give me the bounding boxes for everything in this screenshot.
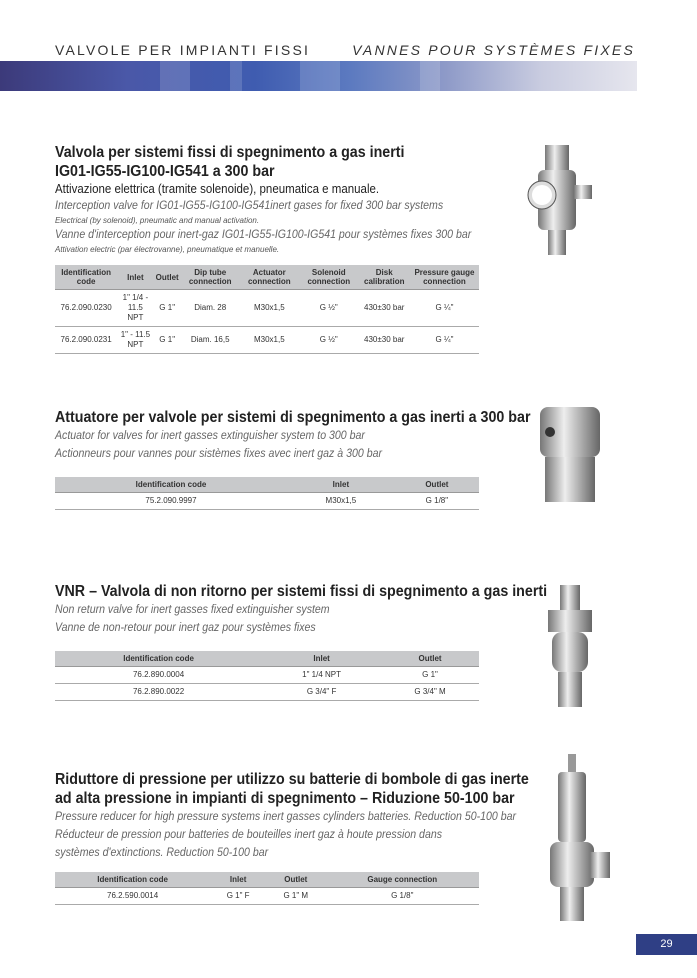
table-cell: G 1" xyxy=(381,667,479,684)
column-header: Identification code xyxy=(55,872,210,888)
section-title: IG01-IG55-IG100-IG541 a 300 bar xyxy=(55,163,275,180)
header-right: VANNES POUR SYSTÈMES FIXES xyxy=(352,42,635,58)
english-note: Electrical (by solenoid), pneumatic and manual activation. xyxy=(55,216,260,225)
page-number: 29 xyxy=(636,934,697,955)
table-cell: G 3/4" M xyxy=(381,684,479,701)
section-interception-valve xyxy=(55,143,479,354)
table-cell: G 3/4" F xyxy=(262,684,381,701)
column-header: Inlet xyxy=(287,477,395,493)
column-header: Identification code xyxy=(55,477,287,493)
table-cell: 76.2.090.0231 xyxy=(55,327,117,354)
column-header: Gauge connection xyxy=(326,872,479,888)
french-description: Vanne de non-retour pour inert gaz pour systèmes fixes xyxy=(55,622,316,634)
table-cell: 76.2.890.0004 xyxy=(55,667,262,684)
section-subtitle: Attivazione elettrica (tramite solenoide), pneumatica e manuale. xyxy=(55,182,380,196)
table-cell: G 1/8" xyxy=(326,888,479,905)
table-cell: Diam. 28 xyxy=(181,290,240,327)
table-cell: G ½" xyxy=(299,327,359,354)
section-actuator xyxy=(55,408,531,510)
table-cell: G ½" xyxy=(299,290,359,327)
french-description: Vanne d'interception pour inert-gaz IG01-IG55-IG100-IG541 pour systèmes fixes 300 bar xyxy=(55,229,472,241)
table-cell: 1" - 11.5 NPT xyxy=(117,327,153,354)
table-header xyxy=(55,265,479,290)
column-header: Actuator connection xyxy=(240,265,299,290)
column-header: Solenoid connection xyxy=(299,265,359,290)
table-row xyxy=(55,684,479,701)
header-left: VALVOLE PER IMPIANTI FISSI xyxy=(55,42,311,58)
column-header: Inlet xyxy=(117,265,153,290)
table-cell: 1" 1/4 NPT xyxy=(262,667,381,684)
table-row xyxy=(55,493,479,510)
column-header: Identification code xyxy=(55,651,262,667)
table-row xyxy=(55,327,479,354)
spec-table xyxy=(55,477,479,510)
column-header: Inlet xyxy=(262,651,381,667)
table-cell: 76.2.890.0022 xyxy=(55,684,262,701)
column-header: Outlet xyxy=(381,651,479,667)
table-cell: G 1" F xyxy=(210,888,266,905)
column-header: Outlet xyxy=(395,477,479,493)
table-row xyxy=(55,888,479,905)
column-header: Outlet xyxy=(154,265,181,290)
column-header: Pressure gauge connection xyxy=(410,265,479,290)
table-cell: M30x1,5 xyxy=(240,290,299,327)
table-row xyxy=(55,290,479,327)
table-cell: 76.2.590.0014 xyxy=(55,888,210,905)
section-title: Valvola per sistemi fissi di spegnimento a gas inerti xyxy=(55,144,405,161)
table-cell: 430±30 bar xyxy=(359,327,410,354)
table-header xyxy=(55,477,479,493)
section-title: VNR – Valvola di non ritorno per sistemi fissi di spegnimento a gas inerti xyxy=(55,583,548,600)
table-cell: G 1" xyxy=(154,327,181,354)
table-cell: M30x1,5 xyxy=(287,493,395,510)
column-header: Identification code xyxy=(55,265,117,290)
table-cell: G ¼" xyxy=(410,327,479,354)
table-cell: 76.2.090.0230 xyxy=(55,290,117,327)
interception-valve-image xyxy=(510,140,600,260)
table-cell: G 1" xyxy=(154,290,181,327)
header-band xyxy=(0,61,637,91)
section-non-return-valve xyxy=(55,582,548,701)
table-cell: Diam. 16,5 xyxy=(181,327,240,354)
column-header: Outlet xyxy=(266,872,326,888)
french-description: Réducteur de pression pour batteries de bouteilles inert gaz à houte pression dans systèmes d'extinctions. Reduction 50-100 bar xyxy=(55,829,443,859)
table-cell: 75.2.090.9997 xyxy=(55,493,287,510)
actuator-image xyxy=(535,402,605,507)
table-header xyxy=(55,872,479,888)
table-cell: M30x1,5 xyxy=(240,327,299,354)
spec-table xyxy=(55,651,479,701)
english-description: Non return valve for inert gasses fixed extinguisher system xyxy=(55,604,330,616)
non-return-valve-image xyxy=(540,580,600,710)
table-cell: G ¼" xyxy=(410,290,479,327)
french-note: Attivation electric (par électrovanne), pneumatique et manuelle. xyxy=(55,245,280,254)
table-cell: G 1" M xyxy=(266,888,326,905)
english-description: Interception valve for IG01-IG55-IG100-IG541inert gases for fixed 300 bar systems xyxy=(55,200,444,212)
table-cell: 1" 1/4 - 11.5 NPT xyxy=(117,290,153,327)
spec-table xyxy=(55,872,479,905)
table-cell: G 1/8" xyxy=(395,493,479,510)
table-cell: 430±30 bar xyxy=(359,290,410,327)
column-header: Inlet xyxy=(210,872,266,888)
french-description: Actionneurs pour vannes pour sistèmes fixes avec inert gaz à 300 bar xyxy=(55,448,382,460)
section-pressure-reducer xyxy=(55,770,529,905)
column-header: Dip tube connection xyxy=(181,265,240,290)
column-header: Disk calibration xyxy=(359,265,410,290)
english-description: Actuator for valves for inert gasses extinguisher system to 300 bar xyxy=(55,430,365,442)
section-title: ad alta pressione in impianti di spegnimento – Riduzione 50-100 bar xyxy=(55,790,515,807)
section-title: Riduttore di pressione per utilizzo su batterie di bombole di gas inerte xyxy=(55,771,529,788)
spec-table xyxy=(55,265,479,354)
section-title: Attuatore per valvole per sistemi di spegnimento a gas inerti a 300 bar xyxy=(55,409,531,426)
table-row xyxy=(55,667,479,684)
english-description: Pressure reducer for high pressure systems inert gasses cylinders batteries. Reduction 50-100 bar xyxy=(55,811,517,823)
pressure-reducer-image xyxy=(538,752,613,924)
table-header xyxy=(55,651,479,667)
